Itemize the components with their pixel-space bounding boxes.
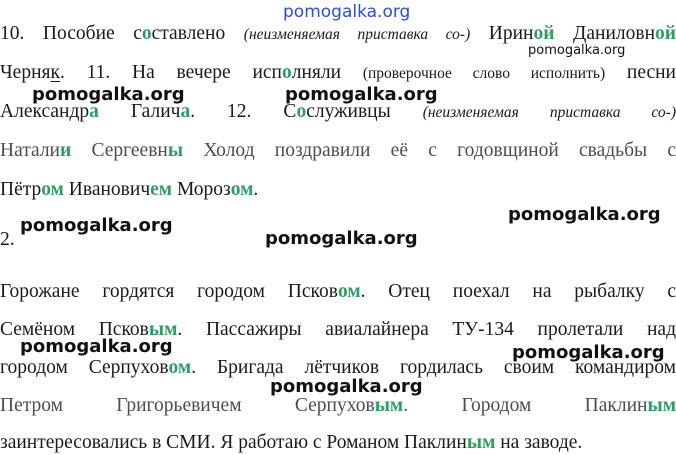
para1-line-2: Черняк. 11. На вечере исполняли (проверочное слово исполнить) песни [0,62,676,83]
watermark-small-right: pomogalka.org [528,43,626,58]
para2-line-3: городом Серпуховом. Бригада лётчиков гордилась своим командиром [0,357,676,378]
watermark-top: pomogalka.org [283,2,411,22]
para1-line-1: 10. Пособие составлено (неизменяемая приставка со-) Ириной Даниловной [0,23,676,44]
para1-line-5: Пётром Ивановичем Морозом. [0,179,259,200]
watermark-lower-center: pomogalka.org [270,376,423,397]
watermark-mid-center: pomogalka.org [265,228,418,249]
para1-line-3: Александра Галича. 12. Сослуживцы (неизменяемая приставка со-) [0,101,676,122]
watermark-mid-left: pomogalka.org [20,215,173,236]
para2-number: 2. [0,229,15,250]
watermark-mid-right: pomogalka.org [508,204,661,225]
watermark-mid-1: pomogalka.org [285,84,438,105]
para2-line-4: Петром Григорьевичем Серпуховым. Городом Паклиным [0,395,676,416]
para1-line-4: Наталии Сергеевны Холод поздравили её с годовщиной свадьбы с [0,140,676,161]
para2-line-2: Семёном Псковым. Пассажиры авиалайнера ТУ-134 пролетали над [0,319,676,340]
watermark-lower-left: pomogalka.org [20,336,173,357]
para2-line-5: заинтересовались в СМИ. Я работаю с Романом Паклиным на заводе. [0,432,583,453]
para2-line-1: Горожане гордятся городом Псковом. Отец поехал на рыбалку с [0,281,676,302]
watermark-lower-right: pomogalka.org [512,342,665,363]
watermark-left-1: pomogalka.org [32,84,185,105]
